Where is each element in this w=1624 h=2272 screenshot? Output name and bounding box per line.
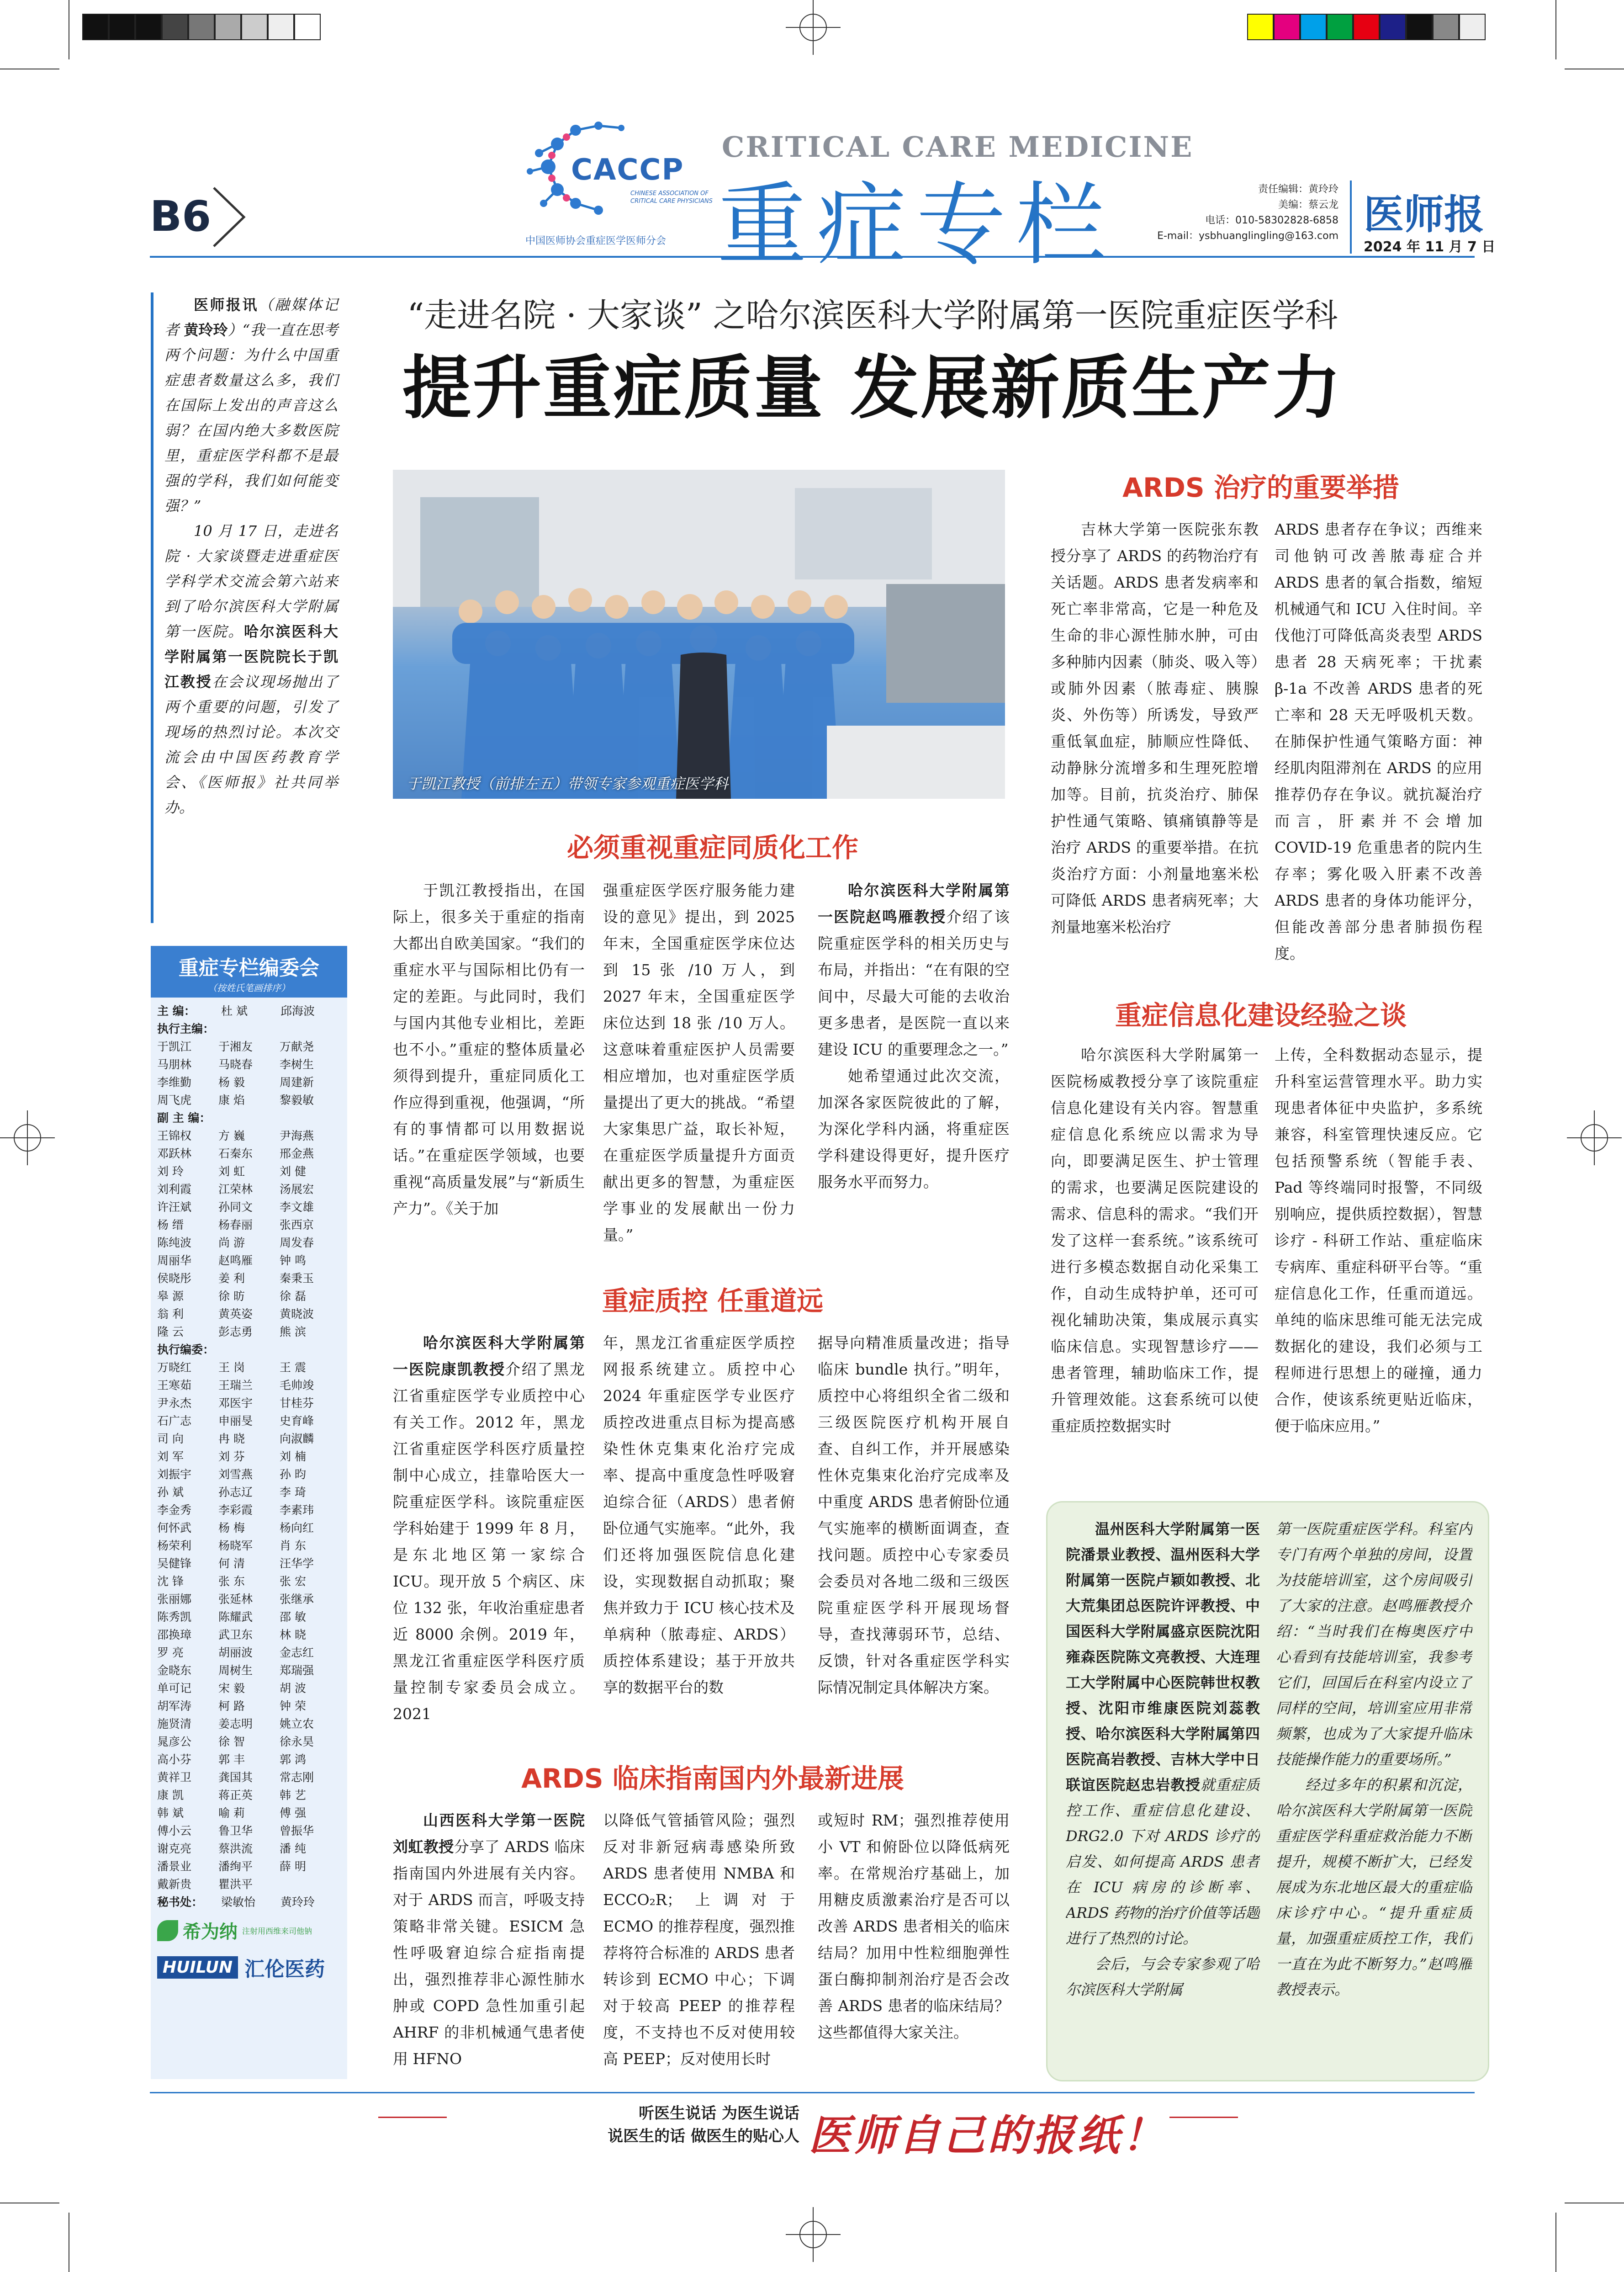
board-member-name: 甘桂芬	[280, 1396, 314, 1410]
board-member-name: 司 向	[157, 1432, 184, 1445]
board-member-name: 孙 斌	[157, 1486, 184, 1499]
info-col-2: 上传，全科数据动态显示，提升科室运营管理水平。助力实现患者体征中央监护，多系统兼容，科室管理快速反应。它包括预警系统（智能手表、Pad 等终端同时报警，不同级别响应，提供质控数据），智慧诊疗 - 科研工作站、重症临床专病库、重症科研平台等。“重症信息化工作，任重而道远。单纯的临床思维可能无法完成数据化的建设，我们必须与工程师进行思想上的碰撞，通力合作，使该系统更贴近临床，便于临床应用。”	[1275, 1046, 1482, 1435]
board-member-name: 王锦权	[157, 1129, 192, 1142]
crosshair-left	[0, 1110, 55, 1165]
board-secretary-label: 秘书处：	[157, 1895, 203, 1909]
board-exec-editor-label: 执行编委：	[157, 1343, 215, 1356]
board-member-name: 黄晓波	[280, 1307, 314, 1321]
photo-caption: 于凯江教授（前排左五）带领专家参观重症医学科	[407, 775, 729, 792]
board-member-name: 冉 晓	[218, 1432, 245, 1445]
sponsor-1-name: 希为纳	[183, 1922, 238, 1943]
board-member-name: 李素玮	[280, 1503, 314, 1517]
group-photo	[393, 470, 1005, 799]
issue-date: 2024 年 11 月 7 日	[1364, 239, 1496, 255]
board-member-name: 曾振华	[280, 1824, 314, 1837]
board-member-name: 姜志明	[218, 1717, 253, 1731]
board-member-name: 钟 荣	[280, 1699, 306, 1713]
board-member-name: 黄祥卫	[157, 1771, 192, 1784]
board-deputy-label: 副 主 编：	[157, 1111, 211, 1125]
guide-col-2: 以降低气管插管风险；强烈反对非新冠病毒感染所致 ARDS 患者使用 NMBA 和 ECCO₂R；上调对于 ECMO 的推荐程度，强烈推荐将符合标准的 ARDS 患者转诊到 ECMO 中心；下调对于较高 PEEP 的推荐程度，不支持也不反对使用较高 PEEP；反对使用长时	[603, 1811, 795, 2068]
board-member-name: 孙 昀	[280, 1468, 306, 1481]
board-member-name: 潘绚平	[218, 1860, 253, 1873]
board-member-name: 尚 游	[218, 1236, 245, 1249]
sponsor-xiweina	[157, 1917, 341, 1943]
board-member-name: 杨春丽	[218, 1218, 253, 1232]
board-member-name: 尹永杰	[157, 1396, 192, 1410]
discussion-box	[1046, 1501, 1489, 2081]
editorial-board	[151, 946, 347, 2079]
board-member-name: 罗 亮	[157, 1646, 184, 1659]
sponsor-huilun	[157, 1953, 341, 1982]
board-member-name: 翁 利	[157, 1307, 184, 1321]
board-member-name: 邓医宇	[218, 1396, 253, 1410]
board-member-name: 黎毅敏	[280, 1094, 314, 1107]
board-member-name: 徐 昉	[218, 1290, 245, 1303]
board-member-name: 许汪斌	[157, 1200, 192, 1214]
board-member-name: 龚国其	[218, 1771, 253, 1784]
board-member-name: 郭 鸿	[280, 1753, 306, 1766]
section-title-quality: 必须重视重症同质化工作	[566, 832, 858, 863]
newspaper-brand: 医师报	[1364, 191, 1485, 238]
board-member-name: 李文雄	[280, 1200, 314, 1214]
board-member-name: 于湘友	[218, 1040, 253, 1053]
footer-accent-left	[378, 2117, 447, 2118]
box-col-1-text-b: 会后，与会专家参观了哈尔滨医科大学附属	[1066, 1955, 1260, 1998]
board-member-name: 周飞虎	[157, 1094, 192, 1107]
sponsor-2-name: 汇伦医药	[244, 1958, 325, 1981]
board-member-name: 李彩霞	[218, 1503, 253, 1517]
board-member-name: 尹海燕	[280, 1129, 314, 1142]
board-member-name: 刘 虹	[218, 1165, 245, 1178]
board-member-name: 李 琦	[280, 1486, 306, 1499]
board-title: 重症专栏编委会	[179, 956, 319, 980]
board-member-name: 沈 锋	[157, 1575, 184, 1588]
box-speakers: 温州医科大学附属第一医院潘景业教授、温州医科大学附属第一医院卢颖如教授、北大荒集团总医院许评教授、中国医科大学附属盛京医院沈阳雍森医院陈文亮教授、大连理工大学附属中心医院韩世权教授、沈阳市维康医院刘蕊教授、哈尔滨医科大学附属第四医院高岩教授、吉林大学中日联谊医院赵忠岩教授	[1066, 1520, 1260, 1794]
board-member-name: 隆 云	[157, 1325, 184, 1338]
board-member-name: 石广志	[157, 1414, 192, 1428]
board-member-name: 于凯江	[157, 1040, 192, 1053]
board-member-name: 张 东	[218, 1575, 245, 1588]
board-member-name: 马晓春	[218, 1058, 253, 1071]
intro-highlight: 哈尔滨医科大学附属第一医院院长于凯江教授	[164, 623, 338, 690]
credit-phone: 电话：010-58302828-6858	[1205, 215, 1338, 226]
trim-mark	[1555, 2213, 1556, 2272]
intro-text-2: 10 月 17 日，走进名院 · 大家谈暨走进重症医学科学术交流会第六站来到了哈尔滨医科大学附属第一医院。	[164, 522, 338, 640]
board-member-name: 刘振宇	[157, 1468, 192, 1481]
board-member-name: 傅 强	[280, 1806, 306, 1820]
trim-mark	[1555, 0, 1556, 59]
board-member-name: 毛帅竣	[280, 1379, 314, 1392]
board-member-name: 薛 明	[280, 1860, 306, 1873]
board-member-name: 柯 路	[218, 1699, 245, 1713]
board-member-name: 韩 艺	[280, 1789, 306, 1802]
board-member-name: 江荣林	[218, 1183, 253, 1196]
intro-text-3: 在会议现场抛出了两个重要的问题，引发了现场的热烈讨论。本次交流会由中国医药教育学会、《医师报》社共同举办。	[164, 673, 338, 816]
board-member-name: 胡军涛	[157, 1699, 192, 1713]
quality-col-3	[818, 877, 1010, 1275]
board-secretary-row	[157, 1893, 341, 1911]
board-exec-editor-grid	[157, 1359, 341, 1893]
section-title-qc: 重症质控 任重道远	[602, 1285, 824, 1316]
board-member-name: 秦秉玉	[280, 1272, 314, 1285]
sponsor-2-logo: HUILUN	[157, 1956, 238, 1979]
board-chief-2: 邱海波	[280, 1004, 315, 1018]
board-member-name: 李维勤	[157, 1076, 192, 1089]
qc-col-3: 据导向精准质量改进；指导临床 bundle 执行。”明年，质控中心将组织全省二级和三级医院医疗机构开展自查、自纠工作，并开展感染性休克集束化治疗完成率及中重度 ARDS 患者俯卧位通气实施率的横断面调查，查找问题。质控中心专家委员会委员对各地二级和三级医院重症医学科开展现场督导，查找薄弱环节，总结、反馈，针对各重症医学科实际情况制定具体解决方案。	[818, 1334, 1010, 1696]
section-title-guide: ARDS 临床指南国内外最新进展	[521, 1763, 904, 1794]
board-member-name: 刘雪燕	[218, 1468, 253, 1481]
ards-key-col-2: ARDS 患者存在争议；西维来司他钠可改善脓毒症合并 ARDS 患者的氧合指数，缩短机械通气和 ICU 入住时间。辛伐他汀可降低高炎表型 ARDS 患者 28 天病死率；干扰素 β-1a 不改善 ARDS 患者的死亡率和 28 天无呼吸机天数。在肺保护性通气策略方面：神经肌肉阻滞剂在 ARDS 的应用推荐仍存在争议。就抗凝治疗而言，肝素并不会增加 COVID-19 危重患者的院内生存率；雾化吸入肝素不改善 ARDS 患者的身体功能评分，但能改善部分患者肺损伤程度。	[1275, 520, 1482, 962]
board-member-name: 杨 毅	[218, 1076, 245, 1089]
board-member-name: 申丽旻	[218, 1414, 253, 1428]
masthead-title: 重症专栏	[717, 173, 1116, 277]
board-member-name: 金晓东	[157, 1664, 192, 1677]
board-member-name: 赵鸣雁	[218, 1254, 253, 1267]
board-member-name: 胡丽波	[218, 1646, 253, 1659]
registration-bar-color	[1247, 14, 1486, 40]
board-member-name: 蒋正英	[218, 1789, 253, 1802]
board-member-name: 杨 梅	[218, 1521, 245, 1534]
info-col-1: 哈尔滨医科大学附属第一医院杨威教授分享了该院重症信息化建设有关内容。智慧重症信息化系统应以需求为导向，即要满足医生、护士管理的需求，也要满足医院建设的需求、信息科的需求。“我们开发了这样一套系统。”该系统可进行多模态数据自动化采集工作，自动生成特护单，还可可视化辅助决策，集成展示真实临床信息。实现智慧诊疗——患者管理，辅助临床工作，提升管理效能。这套系统可以使重症质控数据实时	[1051, 1046, 1259, 1435]
footer-brand: 医师自己的报纸！	[809, 2111, 1167, 2160]
board-member-name: 李金秀	[157, 1503, 192, 1517]
quality-col-3-text-a: 介绍了该院重症医学科的相关历史与布局，并指出：“在有限的空间中，尽最大可能的去收治更多患者，是医院一直以来建设 ICU 的重要理念之一。”	[818, 908, 1010, 1058]
board-member-name: 张继承	[280, 1593, 314, 1606]
registration-bar-left	[82, 14, 321, 40]
board-member-name: 刘利霞	[157, 1183, 192, 1196]
logo-chinese: 中国医师协会重症医学医师分会	[525, 235, 667, 247]
board-member-name: 汤展宏	[280, 1183, 314, 1196]
board-member-name: 黄英姿	[218, 1307, 253, 1321]
group-photo-illustration	[393, 470, 1005, 799]
board-member-name: 喻 莉	[218, 1806, 245, 1820]
board-member-name: 侯晓彤	[157, 1272, 192, 1285]
board-member-name: 杨荣利	[157, 1539, 192, 1552]
board-member-name: 彭志勇	[218, 1325, 253, 1338]
board-member-name: 陈耀武	[218, 1610, 253, 1624]
intro-byline: （融媒体记者	[164, 296, 338, 339]
board-member-name: 徐 磊	[280, 1290, 306, 1303]
board-member-name: 周树生	[218, 1664, 253, 1677]
footer-slogan-1: 听医生说话 为医生说话	[639, 2104, 799, 2123]
qc-col-2: 年，黑龙江省重症医学质控网报系统建立。质控中心 2024 年重症医学专业医疗质控改进重点目标为提高感染性休克集束化治疗完成率、提高中重度急性呼吸窘迫综合征（ARDS）患者俯卧位通气实施率。“此外，我们还将加强医院信息化建设，实现数据自动抓取；聚焦并致力于 ICU 核心技术及单病种（脓毒症、ARDS）质控体系建设；基于开放共享的数据平台的数	[603, 1334, 795, 1696]
qc-col-1-text: 介绍了黑龙江省重症医学专业质控中心有关工作。2012 年，黑龙江省重症医学科医疗质量控制中心成立，挂靠哈医大一院重症医学科。该院重症医学科始建于 1999 年 8 月，是东北地区第一家综合 ICU。现开放 5 个病区、床位 132 张，年收治重症患者近 8000 余例。2019 年，黑龙江省重症医学科医疗质量控制专家委员会成立。2021	[393, 1360, 585, 1723]
board-member-name: 王 震	[280, 1361, 306, 1374]
footer-slogan-2: 说医生的话 做医生的贴心人	[608, 2127, 799, 2145]
board-member-name: 刘 芬	[218, 1450, 245, 1463]
editor-credits	[1119, 182, 1338, 244]
crosshair-right	[1567, 1110, 1622, 1165]
board-member-name: 邓跃林	[157, 1147, 192, 1160]
board-member-name: 杨向红	[280, 1521, 314, 1534]
crosshair-bottom	[786, 2207, 841, 2262]
board-chief-label: 主 编：	[157, 1004, 196, 1018]
board-member-name: 钟 鸣	[280, 1254, 306, 1267]
brand-divider	[1350, 180, 1352, 254]
box-col-2-text-a: 第一医院重症医学科。科室内专门有两个单独的房间，设置为技能培训室，这个房间吸引了大家的注意。赵鸣雁教授介绍：“当时我们在梅奥医疗中心看到有技能培训室，我参考它们，回国后在科室内设立了同样的空间，培训室应用非常频繁，也成为了大家提升临床技能操作能力的重要场所。”	[1276, 1520, 1472, 1768]
board-member-name: 史育峰	[280, 1414, 314, 1428]
board-member-name: 邢金燕	[280, 1147, 314, 1160]
board-member-name: 刘 健	[280, 1165, 306, 1178]
qc-col-1	[393, 1330, 585, 1755]
intro-paragraph	[151, 292, 338, 923]
quality-col-2: 强重症医学医疗服务能力建设的意见》提出，到 2025 年末，全国重症医学床位达到 15 张 /10 万人，到 2027 年末，全国重症医学床位达到 18 张 /10 万人。这意味着重症医护人员需要相应增加，也对重症医学质量提出了更大的挑战。“希望大家集思广益，取长补短，在重症医学质量提升方面贡献出更多的智慧，为重症医学事业的发展献出一份力量。”	[603, 881, 795, 1244]
board-member-name: 张延林	[218, 1593, 253, 1606]
board-member-name: 鲁卫华	[218, 1824, 253, 1837]
board-member-name: 刘 楠	[280, 1450, 306, 1463]
board-member-name: 晁彦公	[157, 1735, 192, 1748]
board-member-name: 汪华学	[280, 1557, 314, 1570]
ards-key-col-1: 吉林大学第一医院张东教授分享了 ARDS 的药物治疗有关话题。ARDS 患者发病率和死亡率非常高，它是一种危及生命的非心源性肺水肿，可由多种肺内因素（肺炎、吸入等）或肺外因素（脓毒症、胰腺炎、外伤等）所诱发，导致严重低氧血症，肺顺应性降低、动静脉分流增多和生理死腔增加等。目前，抗炎治疗、肺保护性通气策略、镇痛镇静等是治疗 ARDS 的重要举措。在抗炎治疗方面：小剂量地塞米松可降低 ARDS 患者病死率；大剂量地塞米松治疗	[1051, 520, 1259, 936]
board-member-name: 邵 敏	[280, 1610, 306, 1624]
board-chief-row	[157, 1002, 341, 1020]
box-col-1-text-a: 就重症质控工作、重症信息化建设、DRG2.0 下对 ARDS 诊疗的启发、如何提高 ARDS 患者在 ICU 病房的诊断率、ARDS 药物的治疗价值等话题进行了热烈的讨论。	[1066, 1776, 1260, 1947]
board-member-name: 何怀武	[157, 1521, 192, 1534]
board-deputy-grid	[157, 1127, 341, 1341]
board-member-name: 王寒茹	[157, 1379, 192, 1392]
chevron-right-icon	[211, 185, 248, 249]
board-member-name: 万晓红	[157, 1361, 192, 1374]
board-member-name: 周发春	[280, 1236, 314, 1249]
board-member-name: 徐永昊	[280, 1735, 314, 1748]
intro-lead: 医师报讯	[194, 296, 259, 313]
board-member-name: 胡 波	[280, 1682, 306, 1695]
guide-col-1-text: 分享了 ARDS 临床指南国内外进展有关内容。对于 ARDS 而言，呼吸支持策略非常关键。ESICM 急性呼吸窘迫综合症指南提出，强烈推荐非心源性肺水肿或 COPD 急性加重引起 AHRF 的非机械通气患者使用 HFNO	[393, 1838, 585, 2068]
article-headline: 提升重症质量 发展新质生产力	[402, 349, 1343, 428]
board-member-name: 孙同文	[218, 1200, 253, 1214]
board-member-name: 傅小云	[157, 1824, 192, 1837]
board-title-bar	[151, 946, 347, 998]
crosshair-top	[786, 0, 841, 55]
board-member-name: 张 宏	[280, 1575, 306, 1588]
credit-design: 美编：蔡云龙	[1278, 199, 1338, 211]
section-title-info: 重症信息化建设经验之谈	[1115, 1000, 1407, 1031]
intro-text-1: ）“我一直在思考两个问题：为什么中国重症患者数量这么多，我们在国际上发出的声音这么弱？在国内绝大多数医院里，重症医学科都不是最强的学科，我们如何能变强？”	[164, 321, 338, 515]
board-member-name: 马朋林	[157, 1058, 192, 1071]
board-member-name: 孙志辽	[218, 1486, 253, 1499]
board-member-name: 周丽华	[157, 1254, 192, 1267]
masthead-english: CRITICAL CARE MEDICINE	[722, 130, 1194, 164]
board-subtitle: （按姓氏笔画排序）	[208, 982, 290, 993]
board-secretary-2: 黄玲玲	[280, 1895, 315, 1909]
board-member-name: 常志刚	[280, 1771, 314, 1784]
board-member-name: 邵换璋	[157, 1628, 192, 1641]
logo-english: CHINESE ASSOCIATION OF CRITICAL CARE PHYSICIANS	[630, 190, 713, 205]
box-col-2	[1276, 1516, 1472, 2071]
board-member-name: 石秦东	[218, 1147, 253, 1160]
board-member-name: 康 凯	[157, 1789, 184, 1802]
footer-slogans	[457, 2102, 799, 2148]
board-member-name: 肖 东	[280, 1539, 306, 1552]
board-member-name: 郑瑞强	[280, 1664, 314, 1677]
board-member-name: 徐 智	[218, 1735, 245, 1748]
caccp-logo	[521, 117, 713, 254]
board-secretary-1: 梁敏怡	[221, 1895, 256, 1909]
board-member-name: 陈纯波	[157, 1236, 192, 1249]
board-member-name: 金志红	[280, 1646, 314, 1659]
leaf-logo-icon	[157, 1920, 178, 1941]
board-member-name: 王 岗	[218, 1361, 245, 1374]
guide-col-3: 或短时 RM；强烈推荐使用小 VT 和俯卧位以降低病死率。在常规治疗基础上，加用糖皮质激素治疗是否可以改善 ARDS 患者相关的临床结局？加用中性粒细胞弹性蛋白酶抑制剂治疗是否会改善 ARDS 患者的临床结局？这些都值得大家关注。	[818, 1811, 1010, 2041]
quality-col-1: 于凯江教授指出，在国际上，很多关于重症的指南大都出自欧美国家。“我们的重症水平与国际相比仍有一定的差距。与此同时，我们与国内其他专业相比，差距也不小。”重症的整体质量必须得到提升，重症同质化工作应得到重视，他强调，“所有的事情都可以用数据说话。”在重症医学领域，也要重视“高质量发展”与“新质生产力”。《关于加	[393, 881, 585, 1217]
credit-email: E-mail：ysbhuanglingling@163.com	[1157, 230, 1338, 242]
board-member-name: 向淑麟	[280, 1432, 314, 1445]
guide-col-1	[393, 1807, 585, 2081]
board-member-name: 潘景业	[157, 1860, 192, 1873]
board-member-name: 张西京	[280, 1218, 314, 1232]
board-member-name: 姜 利	[218, 1272, 245, 1285]
qc-speaker: 哈尔滨医科大学附属第一医院康凯教授	[393, 1334, 585, 1378]
board-member-name: 戴新贵	[157, 1878, 192, 1891]
board-member-name: 韩 斌	[157, 1806, 184, 1820]
board-member-name: 熊 滨	[280, 1325, 306, 1338]
board-member-name: 谢克亮	[157, 1842, 192, 1855]
board-member-name: 陈秀凯	[157, 1610, 192, 1624]
board-member-name: 何 清	[218, 1557, 245, 1570]
board-member-name: 蔡洪流	[218, 1842, 253, 1855]
board-member-name: 杨 缙	[157, 1218, 184, 1232]
board-member-name: 瞿洪平	[218, 1878, 253, 1891]
board-member-name: 宋 毅	[218, 1682, 245, 1695]
board-member-name: 单可记	[157, 1682, 192, 1695]
board-member-name: 杨晓军	[218, 1539, 253, 1552]
board-exec-label: 执行主编：	[157, 1022, 215, 1035]
board-member-name: 刘 玲	[157, 1165, 184, 1178]
footer-accent-right	[1169, 2117, 1238, 2118]
board-member-name: 施贤清	[157, 1717, 192, 1731]
board-member-name: 潘 纯	[280, 1842, 306, 1855]
guide-speaker: 山西医科大学第一医院刘虹教授	[393, 1811, 585, 1856]
credit-editor: 责任编辑：黄玲玲	[1258, 184, 1338, 195]
quality-col-3-text-b: 她希望通过此次交流，加深各家医院彼此的了解，为深化学科内涵，将重症医学科建设得更好，提升医疗服务水平而努力。	[818, 1067, 1010, 1191]
board-member-name: 张丽娜	[157, 1593, 192, 1606]
board-member-name: 周建新	[280, 1076, 314, 1089]
box-col-2-text-b: 经过多年的积累和沉淀，哈尔滨医科大学附属第一医院重症医学科重症救治能力不断提升，规模不断扩大，已经发展成为东北地区最大的重症临床诊疗中心。“提升重症质量，加强重症质控工作，我们一直在为此不断努力。”赵鸣雁教授表示。	[1276, 1776, 1472, 1998]
board-member-name: 武卫东	[218, 1628, 253, 1641]
section-title-ards-key: ARDS 治疗的重要举措	[1122, 472, 1399, 503]
board-chief-1: 杜 斌	[221, 1004, 248, 1018]
board-member-name: 吴健锋	[157, 1557, 192, 1570]
board-member-name: 高小芬	[157, 1753, 192, 1766]
board-member-name: 王瑞兰	[218, 1379, 253, 1392]
sponsor-1-subtitle: 注射用西维来司他钠	[242, 1927, 312, 1936]
board-member-name: 刘 军	[157, 1450, 184, 1463]
footer-rule	[150, 2092, 1475, 2093]
board-member-name: 康 焰	[218, 1094, 245, 1107]
page-number: B6	[150, 192, 212, 241]
article-kicker: “走进名院 · 大家谈” 之哈尔滨医科大学附属第一医院重症医学科	[407, 296, 1338, 334]
intro-reporter: 黄玲玲	[184, 321, 228, 339]
quality-speaker: 哈尔滨医科大学附属第一医院赵鸣雁教授	[818, 881, 1010, 926]
logo-acronym: CACCP	[571, 153, 684, 187]
board-member-name: 万献尧	[280, 1040, 314, 1053]
board-member-name: 林 晓	[280, 1628, 306, 1641]
board-exec-grid	[157, 1038, 341, 1109]
board-member-name: 郭 丰	[218, 1753, 245, 1766]
board-member-name: 姚立农	[280, 1717, 314, 1731]
board-member-name: 方 巍	[218, 1129, 245, 1142]
board-member-name: 李树生	[280, 1058, 314, 1071]
box-col-1	[1066, 1516, 1260, 2071]
board-member-name: 皋 源	[157, 1290, 184, 1303]
